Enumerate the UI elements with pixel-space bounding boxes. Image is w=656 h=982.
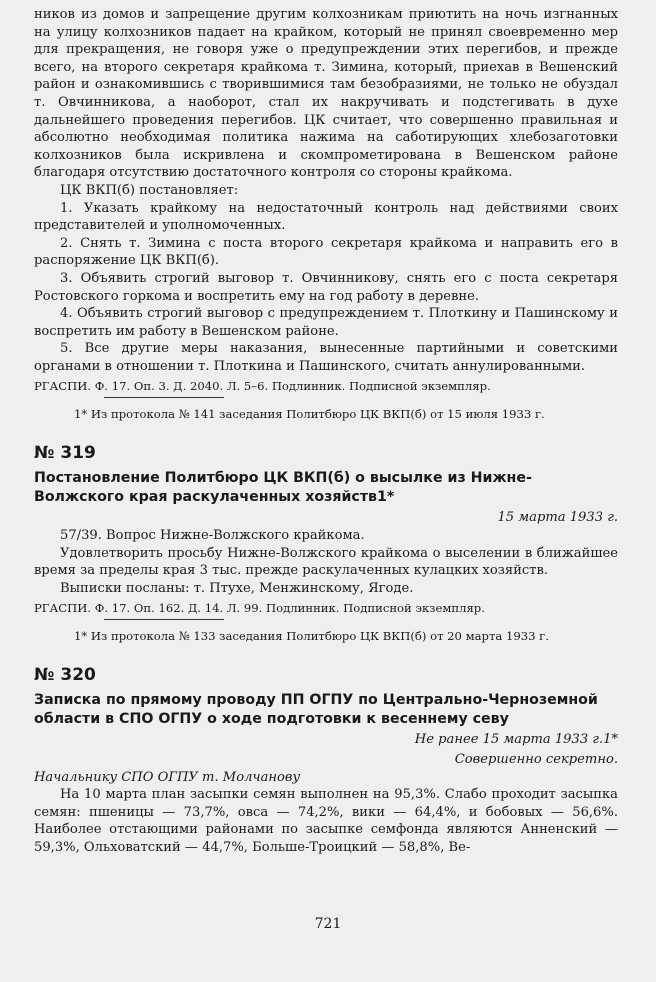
document-paragraph: 57/39. Вопрос Нижне-Волжского крайкома. bbox=[60, 528, 365, 544]
document-paragraph: Удовлетворить просьбу Нижне-Волжского крайкома о выселении в ближайшее время за пределы края 3 тыс. прежде раскулаченных кулацких хозяйств. bbox=[34, 545, 618, 579]
document-date: 15 марта 1933 г. bbox=[497, 510, 618, 526]
resolution-item-4: 4. Объявить строгий выговор с предупреждением т. Плоткину и Пашинскому и воспретить им работу в Вешенском районе. bbox=[34, 306, 618, 339]
resolution-item-2: 2. Снять т. Зимина с поста второго секретаря крайкома и направить его в распоряжение ЦК ВКП(б). bbox=[34, 235, 618, 269]
addressee: Начальнику СПО ОГПУ т. Молчанову bbox=[34, 769, 301, 785]
resolution-item-5: 5. Все другие меры наказания, вынесенные партийными и советскими органами в отношении т. Плоткина и Пашинского, считать аннулированными. bbox=[34, 341, 618, 374]
document-paragraph: Выписки посланы: т. Птухе, Менжинскому, Ягоде. bbox=[60, 580, 414, 596]
intro-paragraph: ников из домов и запрещение другим колхозникам приютить на ночь изгнанных на улицу колхозников падает на крайком, который не принял своевременно мер для прекращения, не говоря уже о предупреждении этих перегибов, и прежде всего, на второго секретаря крайкома т. Зимина, который, приехав в Вешенский район и ознакомившись с творившимися там безобразиями, не только не обуздал т. Овчинникова, а наоборот, стал их накручивать и подстегивать в духе дальнейшего проведения перегибов. ЦК считает, что совершенно правильная и абсолютно необходимая политика нажима на саботирующих хлебозаготовки колхозников была искривлена и скомпрометирована в Вешенском районе благодаря отсутствию достаточного контроля со стороны крайкома. bbox=[34, 7, 618, 181]
footnote-rule bbox=[104, 397, 224, 398]
document-number: № 320 bbox=[34, 665, 96, 686]
page-number: 721 bbox=[314, 916, 342, 932]
document-date: Не ранее 15 марта 1933 г.1* bbox=[414, 732, 618, 748]
footnote: 1* Из протокола № 133 заседания Политбюро ЦК ВКП(б) от 20 марта 1933 г. bbox=[74, 629, 549, 644]
document-title: Постановление Политбюро ЦК ВКП(б) о высылке из Нижне-Волжского края раскулаченных хозяйств1* bbox=[34, 470, 532, 506]
archive-source: РГАСПИ. Ф. 17. Оп. 162. Д. 14. Л. 99. Подлинник. Подписной экземпляр. bbox=[34, 601, 485, 616]
archive-source: РГАСПИ. Ф. 17. Оп. 3. Д. 2040. Л. 5–6. Подлинник. Подписной экземпляр. bbox=[34, 379, 491, 394]
document-number: № 319 bbox=[34, 443, 96, 464]
resolution-item-1: 1. Указать крайкому на недостаточный контроль над действиями своих представителей и уполномоченных. bbox=[34, 200, 618, 234]
secrecy-mark: Совершенно секретно. bbox=[454, 752, 618, 768]
resolution-intro: ЦК ВКП(б) постановляет: bbox=[60, 182, 239, 198]
document-title: Записка по прямому проводу ПП ОГПУ по Центрально-Черноземной области в СПО ОГПУ о ходе подготовки к весеннему севу bbox=[34, 692, 598, 728]
resolution-item-3: 3. Объявить строгий выговор т. Овчинникову, снять его с поста секретаря Ростовского горкома и воспретить ему на год работу в деревне. bbox=[34, 270, 618, 304]
footnote-rule bbox=[104, 619, 224, 620]
footnote: 1* Из протокола № 141 заседания Политбюро ЦК ВКП(б) от 15 июля 1933 г. bbox=[74, 407, 545, 422]
document-paragraph: На 10 марта план засыпки семян выполнен на 95,3%. Слабо проходит засыпка семян: пшеницы — 73,7%, овса — 74,2%, вики — 64,4%, и бобовых — 56,6%. Наиболее отстающими районами по засыпке семфонда являются Анненский — 59,3%, Ольховатский — 44,7%, Больше-Троицкий — 58,8%, Ве- bbox=[34, 787, 618, 855]
